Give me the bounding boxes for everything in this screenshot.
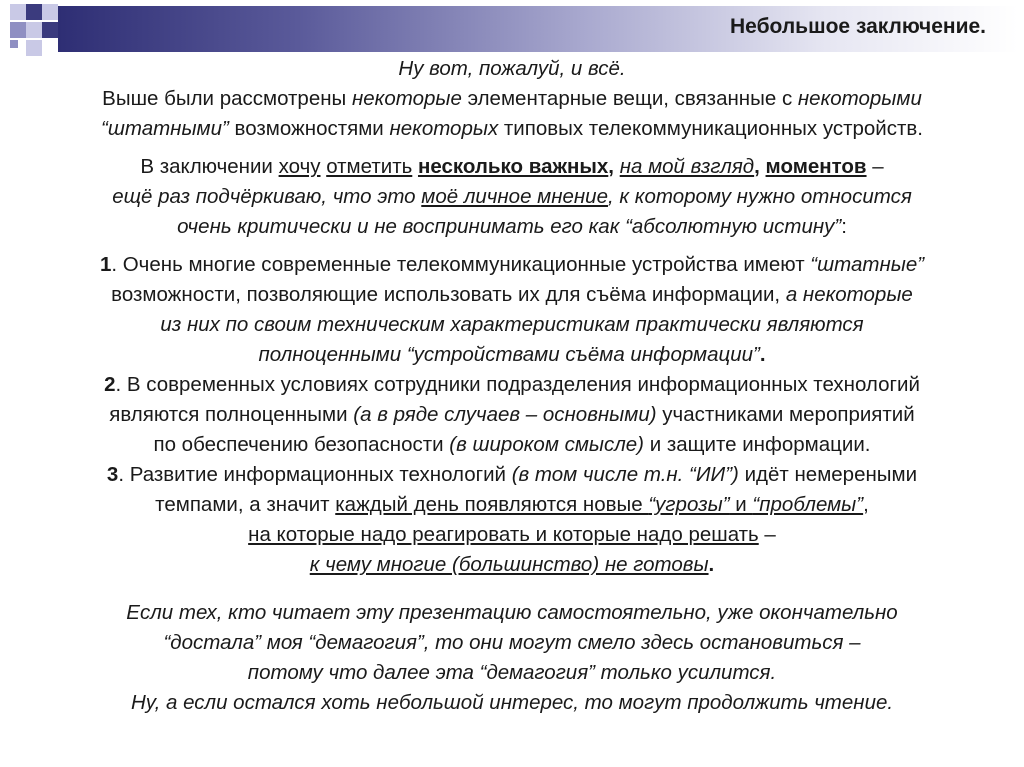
closing-line: Если тех, кто читает эту презентацию самостоятельно, уже окончательно	[126, 601, 898, 624]
point-2-line: по обеспечению безопасности (в широком смысле) и защите информации.	[153, 433, 871, 456]
corner-square	[10, 22, 26, 38]
intro-line: “штатными” возможностями некоторых типовых телекоммуникационных устройств.	[101, 117, 923, 140]
closing-line: “достала” моя “демагогия”, то они могут смело здесь остановиться –	[163, 631, 861, 654]
corner-square	[42, 4, 58, 20]
conclusion-line: ещё раз подчёркиваю, что это моё личное мнение, к которому нужно относится	[112, 185, 912, 208]
closing-line: Ну, а если остался хоть небольшой интерес, то могут продолжить чтение.	[130, 691, 894, 714]
conclusion-line: В заключении хочу отметить несколько важных, на мой взгляд, моментов –	[140, 155, 884, 178]
point-1-line: возможности, позволяющие использовать их для съёма информации, а некоторые	[111, 283, 913, 306]
corner-square	[10, 40, 18, 48]
slide-content	[0, 54, 1024, 718]
slide-title: Небольшое заключение.	[730, 15, 986, 38]
intro-line: Ну вот, пожалуй, и всё.	[398, 57, 626, 80]
point-1-line: 1. Очень многие современные телекоммуникационные устройства имеют “штатные”	[99, 253, 925, 276]
point-1-line: полноценными “устройствами съёма информации”.	[258, 343, 766, 366]
corner-square	[26, 4, 42, 20]
point-3-line: к чему многие (большинство) не готовы.	[309, 553, 715, 576]
conclusion-line: очень критически и не воспринимать его как “абсолютную истину”:	[177, 215, 847, 238]
corner-square	[26, 22, 42, 38]
point-2-line: являются полноценными (а в ряде случаев – основными) участниками мероприятий	[109, 403, 915, 426]
corner-square	[42, 22, 58, 38]
corner-square	[10, 4, 26, 20]
point-3-line: на которые надо реагировать и которые надо решать –	[248, 523, 776, 546]
point-3-line: 3. Развитие информационных технологий (в том числе т.н. “ИИ”) идёт немереными	[106, 463, 918, 486]
point-3-line: темпами, а значит каждый день появляются новые “угрозы” и “проблемы”,	[155, 493, 869, 516]
intro-line: Выше были рассмотрены некоторые элементарные вещи, связанные с некоторыми	[102, 87, 922, 110]
point-2-line: 2. В современных условиях сотрудники подразделения информационных технологий	[104, 373, 920, 396]
closing-line: потому что далее эта “демагогия” только усилится.	[247, 661, 777, 684]
point-1-line: из них по своим техническим характеристикам практически являются	[160, 313, 864, 336]
